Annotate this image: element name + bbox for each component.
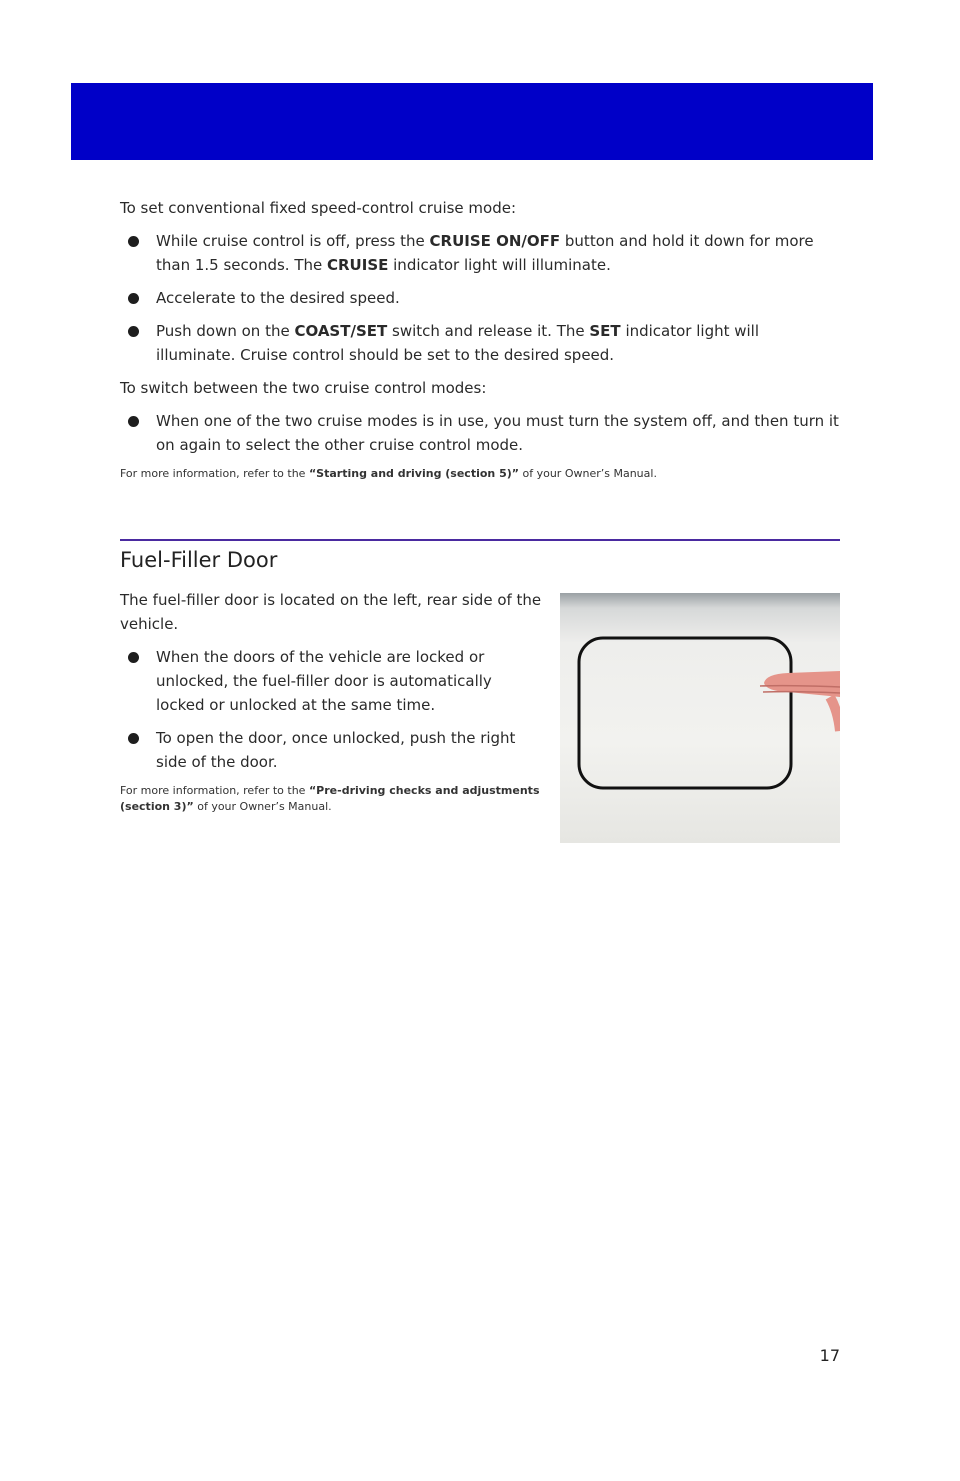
fuel-door-illustration (560, 593, 840, 843)
cruise-reference: For more information, refer to the “Starting and driving (section 5)” of your Owner’s Manual. (120, 467, 657, 480)
cruise-steps (120, 229, 840, 367)
switch-intro: To switch between the two cruise control modes: (120, 379, 487, 397)
section-divider (120, 539, 840, 541)
fuel-intro: The fuel-filler door is located on the left, rear side of the vehicle. (120, 591, 542, 633)
page-number: 17 (819, 1346, 840, 1365)
fuel-text-column (120, 588, 544, 815)
list-item: When the doors of the vehicle are locked or unlocked, the fuel-filler door is automatically locked or unlocked at the same time. (120, 645, 544, 717)
fuel-door-outline (579, 638, 791, 788)
bullet-icon (128, 733, 139, 744)
list-item: Accelerate to the desired speed. (120, 286, 840, 310)
bullet-icon (128, 416, 139, 427)
cruise-intro: To set conventional fixed speed-control cruise mode: (120, 199, 517, 217)
thumb-shape (830, 697, 840, 731)
list-item: To open the door, once unlocked, push the right side of the door. (120, 726, 544, 774)
header-banner (71, 83, 873, 160)
list-item: When one of the two cruise modes is in use, you must turn the system off, and then turn it on again to select the other cruise control mode. (120, 409, 840, 457)
fuel-door-photo (560, 593, 840, 843)
bullet-icon (128, 652, 139, 663)
cruise-section (120, 196, 840, 482)
switch-steps (120, 409, 840, 457)
list-item: While cruise control is off, press the CRUISE ON/OFF button and hold it down for more than 1.5 seconds. The CRUISE indicator light will illuminate. (120, 229, 840, 277)
bullet-icon (128, 236, 139, 247)
section-heading: Fuel-Filler Door (120, 548, 278, 572)
bullet-icon (128, 326, 139, 337)
fuel-reference: For more information, refer to the “Pre-driving checks and adjustments (section 3)” of your Owner’s Manual. (120, 784, 540, 813)
fuel-steps (120, 645, 544, 774)
list-item: Push down on the COAST/SET switch and release it. The SET indicator light will illuminate. Cruise control should be set to the desired speed. (120, 319, 840, 367)
bullet-icon (128, 293, 139, 304)
